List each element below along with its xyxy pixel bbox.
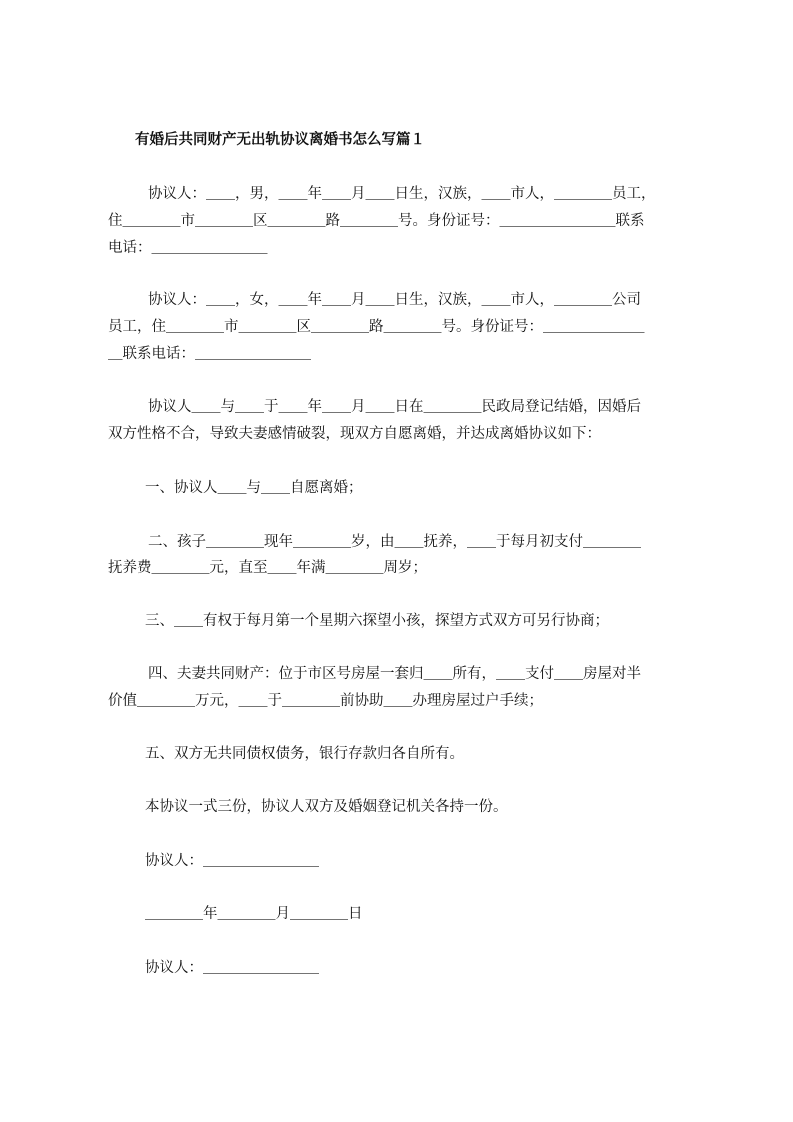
clause-1: 一、协议人＿＿与＿＿自愿离婚； bbox=[145, 480, 363, 496]
clause-4-line1: 四、夫妻共同财产：位于市区号房屋一套归＿＿所有，＿＿支付＿＿房屋对半 bbox=[148, 666, 641, 682]
clause-3: 三、＿＿有权于每月第一个星期六探望小孩，探望方式双方可另行协商； bbox=[145, 613, 609, 629]
marriage-line2: 双方性格不合，导致夫妻感情破裂，现双方自愿离婚，并达成离婚协议如下： bbox=[108, 426, 601, 442]
clause-5: 五、双方无共同债权债务，银行存款归各自所有。 bbox=[145, 746, 464, 762]
party2-line3: ＿联系电话：＿＿＿＿＿＿＿＿ bbox=[108, 346, 311, 362]
clause-2-line1: 二、孩子＿＿＿＿现年＿＿＿＿岁，由＿＿抚养，＿＿于每月初支付＿＿＿＿ bbox=[148, 534, 641, 550]
copies-statement: 本协议一式三份，协议人双方及婚姻登记机关各持一份。 bbox=[145, 799, 508, 815]
signature-party2: 协议人：＿＿＿＿＿＿＿＿ bbox=[145, 960, 319, 976]
party2-line2: 员工，住＿＿＿＿市＿＿＿＿区＿＿＿＿路＿＿＿＿号。身份证号：＿＿＿＿＿＿＿ bbox=[108, 319, 645, 335]
party1-line1: 协议人：＿＿，男，＿＿年＿＿月＿＿日生，汉族，＿＿市人，＿＿＿＿员工， bbox=[148, 186, 656, 202]
party1-line3: 电话：＿＿＿＿＿＿＿＿ bbox=[108, 240, 268, 256]
party2-line1: 协议人：＿＿，女，＿＿年＿＿月＿＿日生，汉族，＿＿市人，＿＿＿＿公司 bbox=[148, 292, 641, 308]
clause-2-line2: 抚养费＿＿＿＿元，直至＿＿年满＿＿＿＿周岁； bbox=[108, 560, 427, 576]
marriage-line1: 协议人＿＿与＿＿于＿＿年＿＿月＿＿日在＿＿＿＿民政局登记结婚，因婚后 bbox=[148, 399, 641, 415]
signature-date: ＿＿＿＿年＿＿＿＿月＿＿＿＿日 bbox=[145, 906, 363, 922]
signature-party1: 协议人：＿＿＿＿＿＿＿＿ bbox=[145, 853, 319, 869]
document-title: 有婚后共同财产无出轨协议离婚书怎么写篇１ bbox=[135, 132, 425, 148]
clause-4-line2: 价值＿＿＿＿万元，＿＿于＿＿＿＿前协助＿＿办理房屋过户手续； bbox=[108, 693, 543, 709]
party1-line2: 住＿＿＿＿市＿＿＿＿区＿＿＿＿路＿＿＿＿号。身份证号：＿＿＿＿＿＿＿＿联系 bbox=[108, 213, 645, 229]
